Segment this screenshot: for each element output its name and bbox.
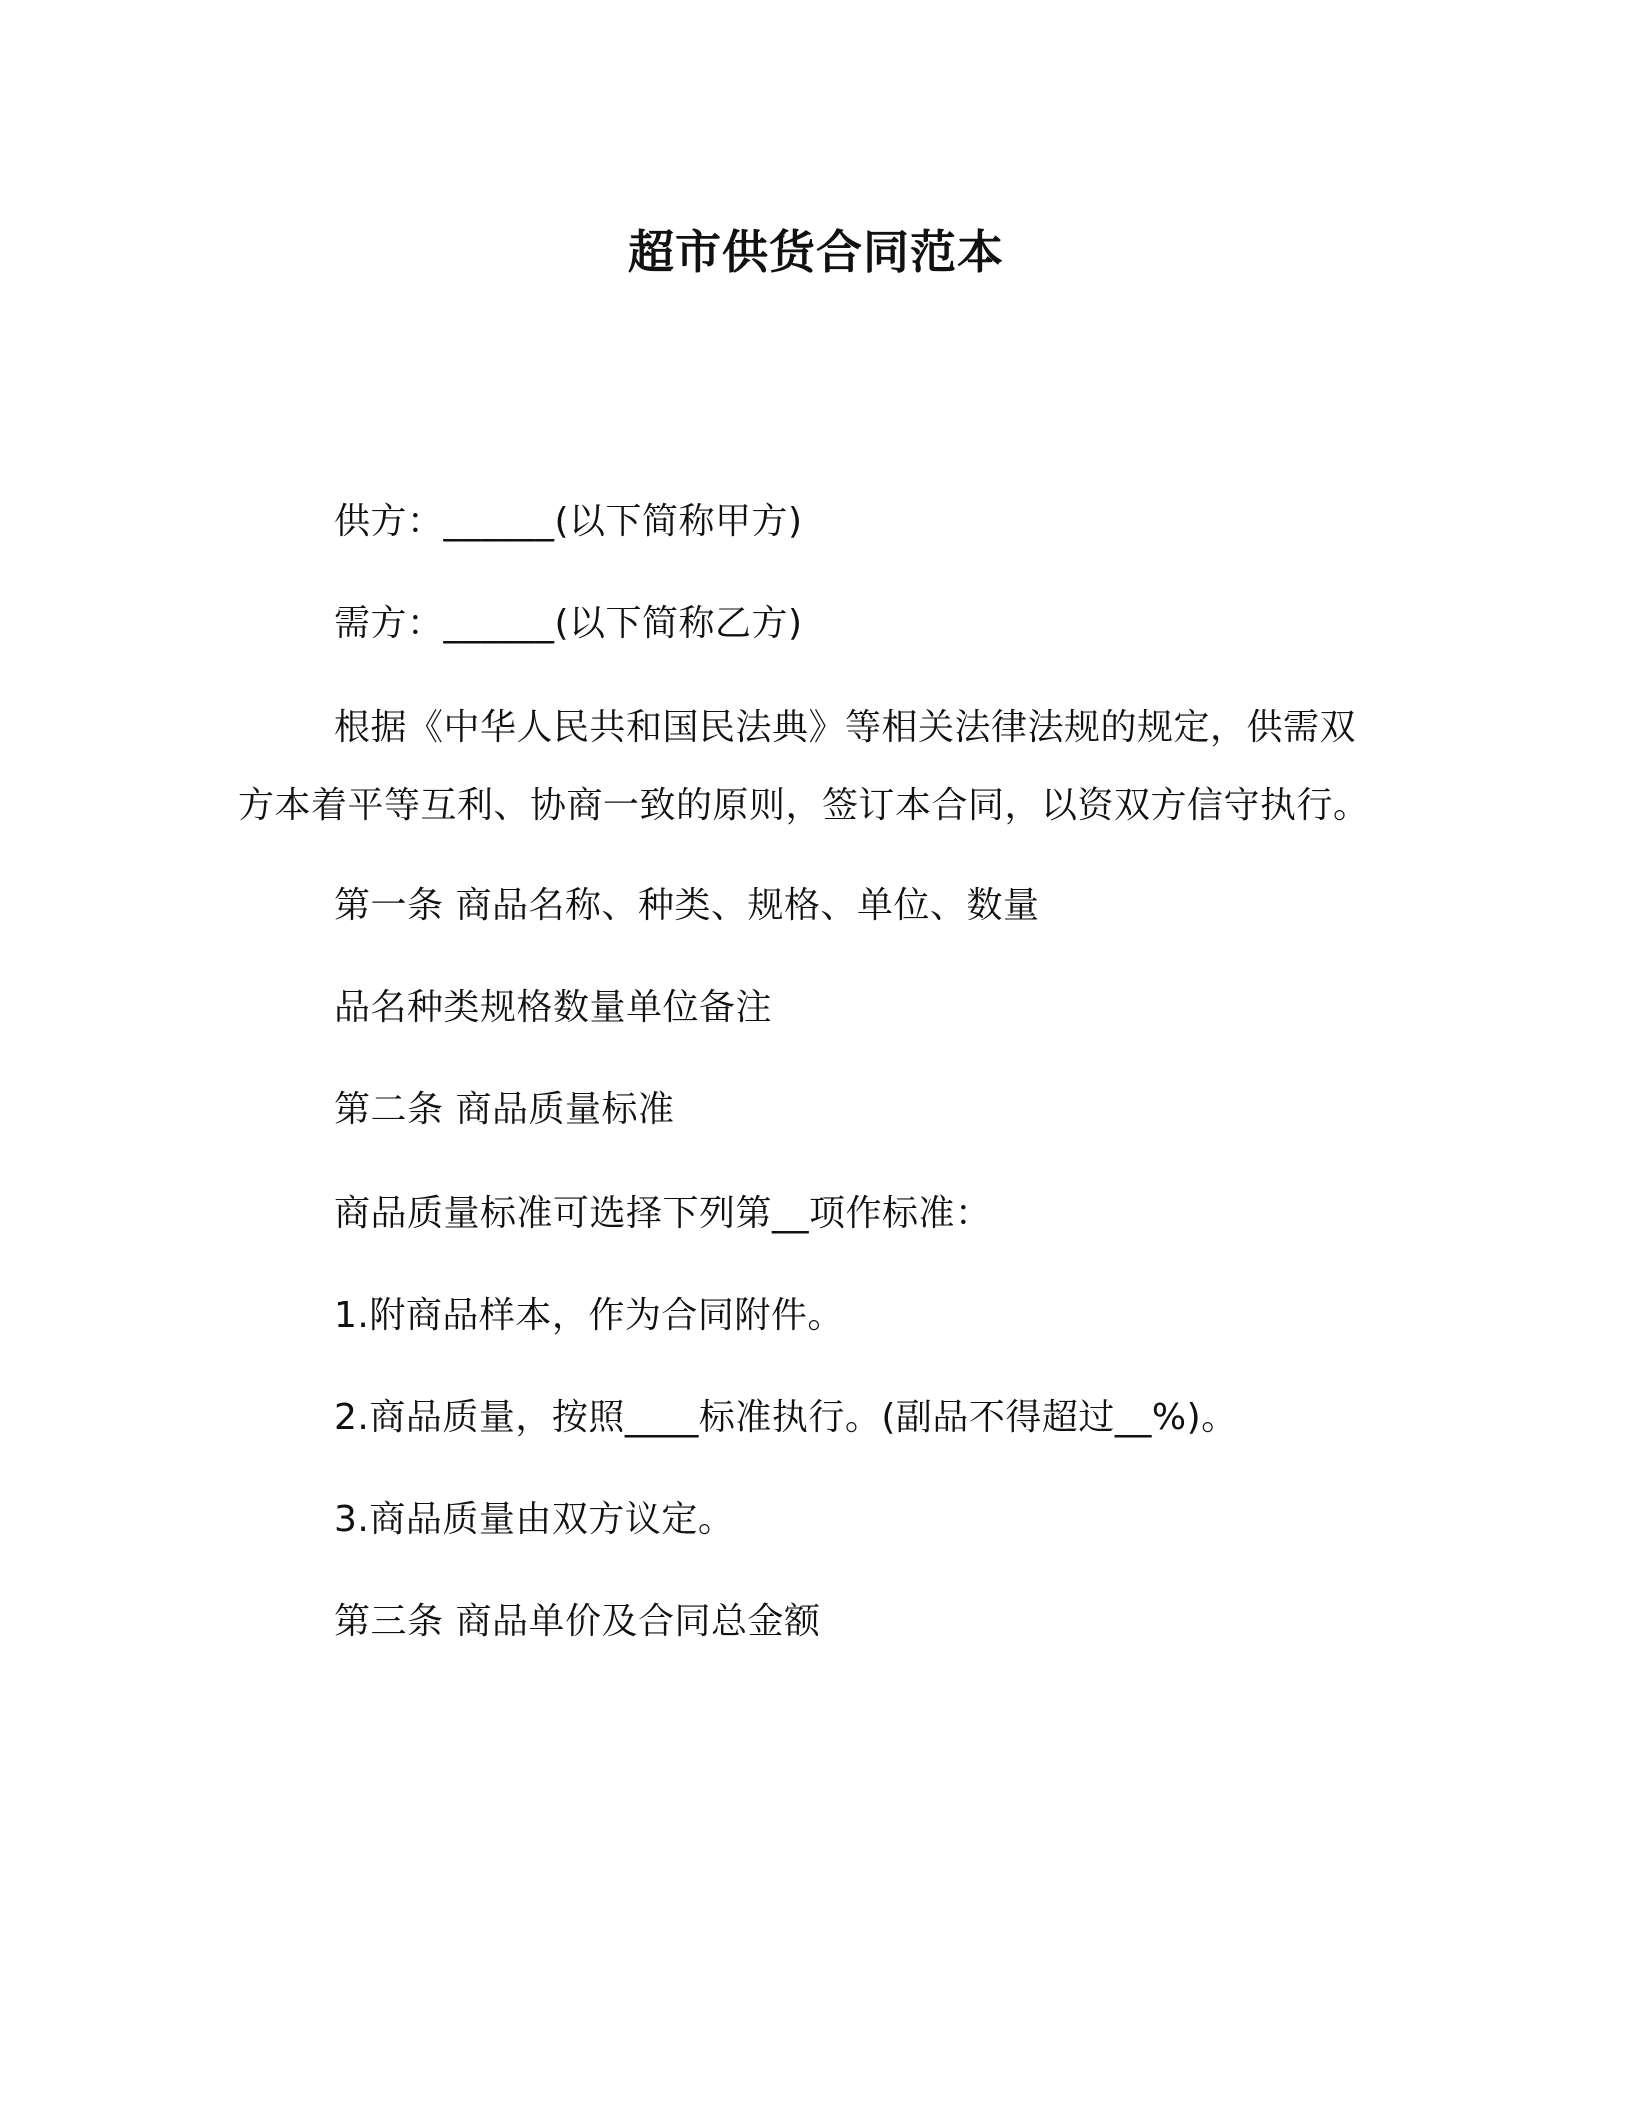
buyer-line: 需方：______(以下简称乙方) [334, 603, 803, 644]
article-2-intro: 商品质量标准可选择下列第__项作标准： [334, 1193, 992, 1234]
article-1-heading: 第一条 商品名称、种类、规格、单位、数量 [334, 885, 1040, 926]
article-2-heading: 第二条 商品质量标准 [334, 1089, 675, 1130]
supplier-line: 供方：______(以下简称甲方) [334, 501, 803, 542]
article-2-option-3: 3.商品质量由双方议定。 [334, 1499, 735, 1540]
article-3-heading: 第三条 商品单价及合同总金额 [334, 1601, 821, 1642]
document-title: 超市供货合同范本 [628, 225, 1004, 279]
article-1-columns: 品名种类规格数量单位备注 [334, 987, 773, 1028]
preamble-line-2: 方本着平等互利、协商一致的原则，签订本合同，以资双方信守执行。 [238, 785, 1370, 826]
preamble-line-1: 根据《中华人民共和国民法典》等相关法律法规的规定，供需双 [334, 707, 1357, 748]
article-2-option-1: 1.附商品样本，作为合同附件。 [334, 1295, 844, 1336]
article-2-option-2: 2.商品质量，按照____标准执行。(副品不得超过__%)。 [334, 1397, 1238, 1438]
